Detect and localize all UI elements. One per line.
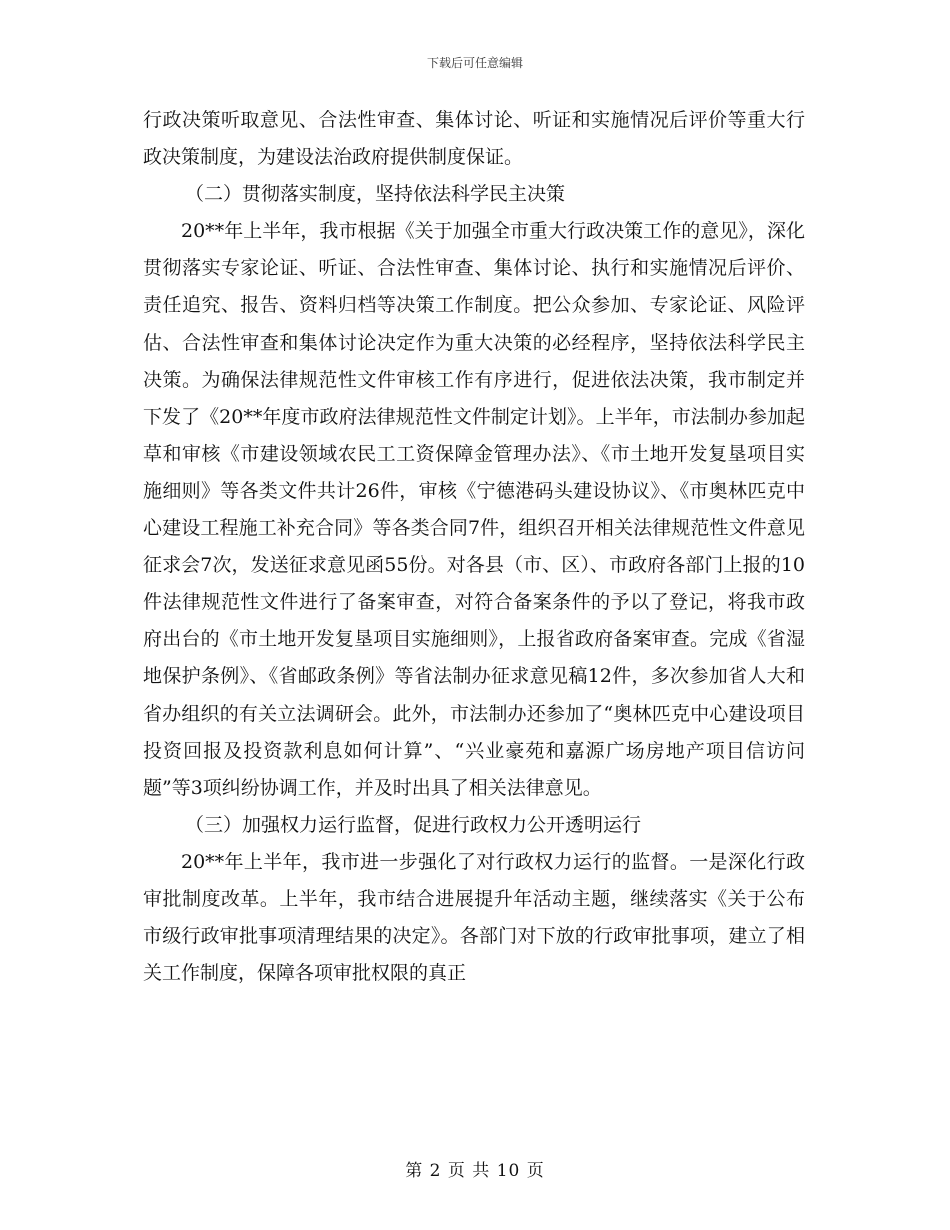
body-paragraph: 行政决策听取意见、合法性审查、集体讨论、听证和实施情况后评价等重大行政决策制度，为建设法治政府提供制度保证。 xyxy=(143,109,805,169)
page-header: 下载后可任意编辑 xyxy=(426,56,523,70)
body-paragraph: 20**年上半年，我市根据《关于加强全市重大行政决策工作的意见》，深化贯彻落实专家论证、听证、合法性审查、集体讨论、执行和实施情况后评价、责任追究、报告、资料归档等决策工作制度。把公众参加、专家论证、风险评估、合法性审查和集体讨论决定作为重大决策的必经程序，坚持依法科学民主决策。为确保法律规范性文件审核工作有序进行，促进依法决策，我市制定并下发了《20**年度市政府法律规范性文件制定计划》。上半年，市法制办参加起草和审核《市建设领域农民工工资保障金管理办法》、《市土地开发复垦项目实施细则》等各类文件共计26件，审核《宁德港码头建设协议》、《市奥林匹克中心建设工程施工补充合同》等各类合同7件，组织召开相关法律规范性文件意见征求会7次，发送征求意见函55份。对各县（市、区）、市政府各部门上报的10件法律规范性文件进行了备案审查，对符合备案条件的予以了登记，将我市政府出台的《市土地开发复垦项目实施细则》，上报省政府备案审查。完成《省湿地保护条例》、《省邮政条例》等省法制办征求意见稿12件，多次参加省人大和省办组织的有关立法调研会。此外，市法制办还参加了“奥林匹克中心建设项目投资回报及投资款利息如何计算”、“兴业豪苑和嘉源广场房地产项目信访问题”等3项纠纷协调工作，并及时出具了相关法律意见。 xyxy=(143,220,805,799)
section-heading: （三）加强权力运行监督，促进行政权力公开透明运行 xyxy=(185,813,642,836)
page-number-footer: 第 2 页 共 10 页 xyxy=(405,1161,545,1181)
body-paragraph: 20**年上半年，我市进一步强化了对行政权力运行的监督。一是深化行政审批制度改革。上半年，我市结合进展提升年活动主题，继续落实《关于公布市级行政审批事项清理结果的决定》。各部门对下放的行政审批事项，建立了相关工作制度，保障各项审批权限的真正 xyxy=(143,850,805,985)
section-heading: （二）贯彻落实制度，坚持依法科学民主决策 xyxy=(185,183,566,206)
document-body xyxy=(143,102,805,992)
